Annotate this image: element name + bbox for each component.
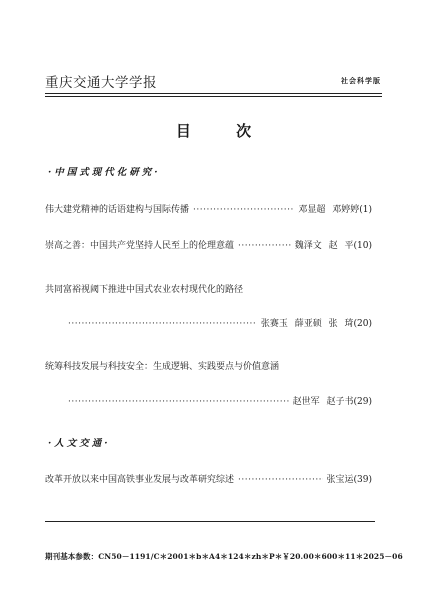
- toc-entry[interactable]: [45, 475, 372, 486]
- article-title[interactable]: 崇高之善：中国共产党坚持人民至上的伦理意蕴: [45, 241, 235, 251]
- edition-label: 社会科学版: [341, 76, 381, 85]
- leader-dots: [238, 475, 322, 486]
- toc-title: 目 次: [175, 122, 272, 140]
- leader-dots: [193, 205, 294, 216]
- article-page: (29): [353, 397, 372, 407]
- toc-entry[interactable]: [68, 397, 372, 408]
- header-rule-thick: [45, 93, 382, 94]
- leader-dots: [68, 397, 289, 408]
- article-title[interactable]: 统筹科技发展与科技安全：生成逻辑、实践要点与价值意涵: [45, 362, 280, 372]
- article-page: (39): [353, 475, 372, 485]
- leader-dots: [238, 241, 291, 252]
- article-authors: 张赛玉 薛亚硕 张 琦: [260, 319, 354, 329]
- section-heading: ·人文交通·: [48, 438, 111, 449]
- article-page: (10): [353, 241, 372, 251]
- article-authors: 魏泽文 赵 平: [294, 241, 354, 251]
- article-title[interactable]: 改革开放以来中国高铁事业发展与改革研究综述: [45, 475, 235, 485]
- journal-title: 重庆交通大学学报: [45, 75, 157, 91]
- article-authors: 邓显超 邓婷婷: [298, 205, 360, 215]
- article-title[interactable]: 共同富裕视阈下推进中国式农业农村现代化的路径: [45, 285, 244, 295]
- article-authors: 张宝运: [326, 475, 354, 485]
- article-page: (1): [359, 205, 372, 215]
- header-rule-thin: [45, 96, 382, 97]
- toc-entry[interactable]: [45, 241, 372, 252]
- toc-entry[interactable]: [68, 319, 372, 330]
- leader-dots: [68, 319, 257, 330]
- section-heading: ·中国式现代化研究·: [48, 167, 161, 178]
- article-page: (20): [353, 319, 372, 329]
- toc-entry[interactable]: [45, 205, 372, 216]
- journal-parameters: 期刊基本参数：CN50－1191/C＊2001＊b＊A4＊124＊zh＊P＊￥20.00＊600＊11＊2025－06: [45, 552, 403, 561]
- article-authors: 赵世军 赵子书: [292, 397, 354, 407]
- footer-rule: [45, 521, 375, 522]
- article-title[interactable]: 伟大建党精神的话语建构与国际传播: [45, 205, 190, 215]
